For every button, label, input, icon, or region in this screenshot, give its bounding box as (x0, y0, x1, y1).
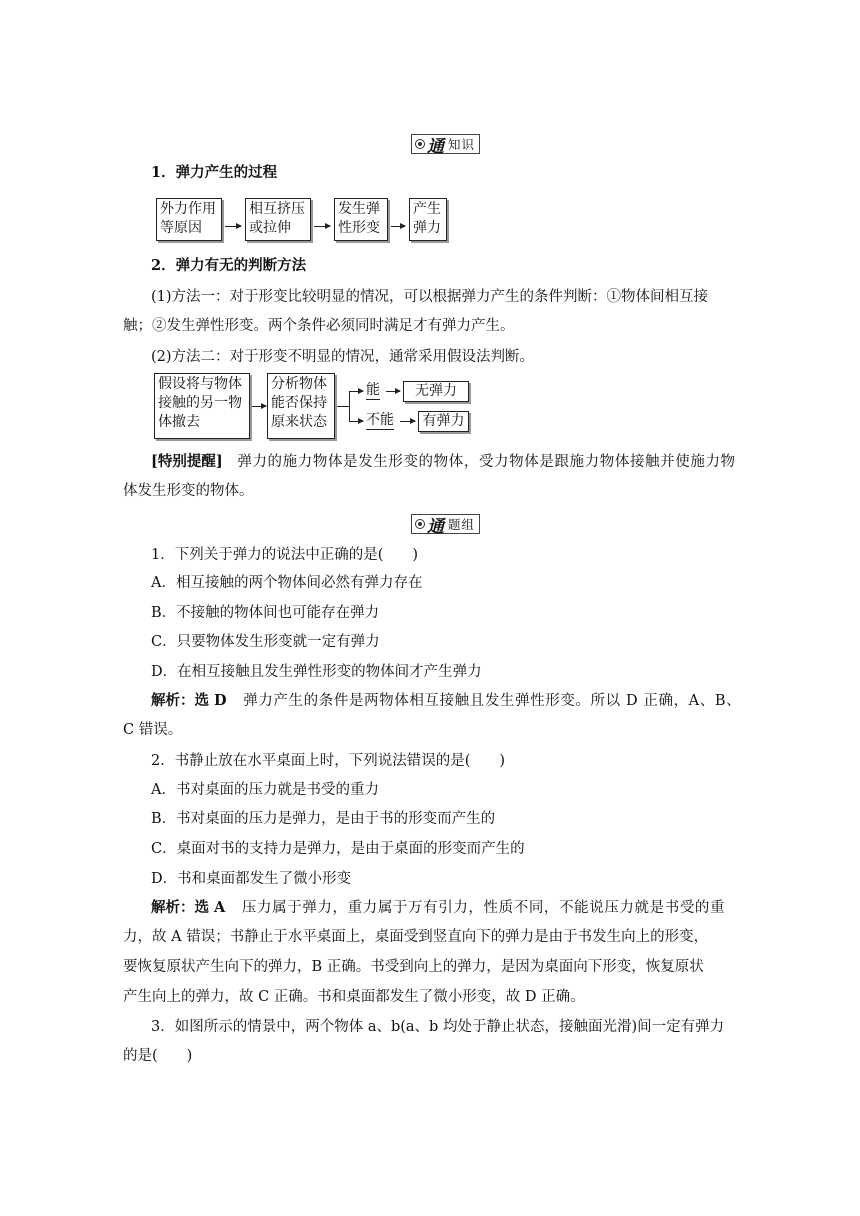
q2-option-d: D．书和桌面都发生了微小形变 (151, 871, 352, 887)
q2-option-c: C．桌面对书的支持力是弹力，是由于桌面的形变而产生的 (151, 841, 525, 857)
q1-option-c: C．只要物体发生形变就一定有弹力 (151, 634, 380, 650)
q2-stem: 2．书静止放在水平桌面上时，下列说法错误的是( ) (151, 753, 506, 769)
arrow-icon (314, 226, 330, 227)
connector-line (349, 391, 350, 422)
flow-yes-label: 能 (366, 382, 380, 398)
arrow-icon (225, 226, 241, 227)
flow-box-analyze (267, 373, 335, 439)
flow-text: 分析物体 (271, 376, 327, 392)
arrow-icon (391, 226, 405, 227)
tip-line2: 体发生形变的物体。 (123, 483, 254, 499)
bullet-icon (415, 139, 425, 149)
connector-line (337, 406, 349, 407)
q1-analysis-line2: C 错误。 (123, 722, 183, 738)
flow-box-squeeze (245, 198, 311, 241)
arrow-icon (386, 391, 400, 392)
flow-no-label: 不能 (366, 412, 394, 428)
section1-title: 1．弹力产生的过程 (151, 164, 278, 181)
q3-stem-line2: 的是( ) (123, 1048, 193, 1064)
flow-text: 原来状态 (271, 414, 327, 430)
method1-line2: 触；②发生弹性形变。两个条件必须同时满足才有弹力产生。 (123, 318, 515, 334)
section2-title: 2．弹力有无的判断方法 (151, 257, 307, 274)
q2-analysis-line2: 力，故 A 错误；书静止于水平桌面上，桌面受到竖直向下的弹力是由于书发生向上的形变， (123, 929, 709, 945)
q1-option-d: D．在相互接触且发生弹性形变的物体间才产生弹力 (151, 664, 482, 680)
flow-box-no-force: 无弹力 (403, 381, 469, 402)
header-sub-text: 题组 (448, 517, 476, 532)
flow-text: 发生弹 (338, 201, 380, 217)
q1-stem: 1．下列关于弹力的说法中正确的是( ) (151, 547, 419, 563)
q1-option-b: B．不接触的物体间也可能存在弹力 (151, 605, 380, 621)
flow-text: 外力作用 (160, 201, 216, 217)
flow-text: 假设将与物体 (158, 376, 242, 392)
flow-text: 接触的另一物 (158, 395, 242, 411)
method1-line1: (1)方法一：对于形变比较明显的情况，可以根据弹力产生的条件判断：①物体间相互接 (151, 289, 709, 305)
flow-box-has-force: 有弹力 (418, 411, 469, 432)
flow-box-elastic-force (409, 198, 447, 241)
method2-text: (2)方法二：对于形变不明显的情况，通常采用假设法判断。 (151, 349, 535, 365)
section-header-problems (411, 514, 480, 537)
flow-box-deform (334, 198, 388, 241)
analysis-text: 弹力产生的条件是两物体相互接触且发生弹性形变。所以 D 正确，A、B、 (243, 693, 742, 709)
arrow-icon (349, 391, 363, 392)
flow-text: 相互挤压 (249, 201, 305, 217)
tip-text: 弹力的施力物体是发生形变的物体，受力物体是跟施力物体接触并使施力物 (237, 454, 736, 470)
flow-box-assume (154, 373, 250, 439)
tip-label: [特别提醒] (151, 453, 223, 470)
header-main-char: 通 (427, 136, 444, 157)
bullet-icon (415, 519, 425, 529)
q2-analysis-line4: 产生向上的弹力，故 C 正确。书和桌面都发生了微小形变，故 D 正确。 (123, 989, 585, 1005)
arrow-icon (349, 421, 363, 422)
section-header-knowledge (411, 134, 480, 157)
flow-text: 等原因 (160, 220, 202, 236)
arrow-icon (400, 421, 415, 422)
q2-analysis (151, 898, 725, 918)
flow-box-external-force (156, 198, 222, 241)
q3-stem-line1: 3．如图所示的情景中，两个物体 a、b(a、b 均处于静止状态，接触面光滑)间一定有弹力 (151, 1019, 725, 1035)
flow-text: 弹力 (413, 220, 441, 236)
flow-text: 产生 (413, 201, 441, 217)
q2-analysis-line3: 要恢复原状产生向下的弹力，B 正确。书受到向上的弹力，是因为桌面向下形变，恢复原状 (123, 959, 704, 975)
q2-option-b: B．书对桌面的压力是弹力，是由于书的形变而产生的 (151, 811, 496, 827)
flow-text: 能否保持 (271, 395, 327, 411)
analysis-label: 解析：选 A (151, 899, 226, 916)
q1-option-a: A．相互接触的两个物体间必然有弹力存在 (151, 575, 423, 591)
header-main-char: 通 (427, 516, 444, 537)
header-sub-text: 知识 (448, 137, 476, 152)
q1-analysis (151, 691, 741, 711)
q2-option-a: A．书对桌面的压力就是书受的重力 (151, 782, 379, 798)
arrow-icon (252, 406, 266, 407)
special-tip (151, 452, 736, 472)
analysis-label: 解析：选 D (151, 692, 227, 709)
analysis-text: 压力属于弹力，重力属于万有引力，性质不同，不能说压力就是书受的重 (241, 900, 726, 916)
flow-text: 或拉伸 (249, 220, 291, 236)
flow-text: 体撤去 (158, 414, 200, 430)
flow-text: 性形变 (338, 220, 380, 236)
